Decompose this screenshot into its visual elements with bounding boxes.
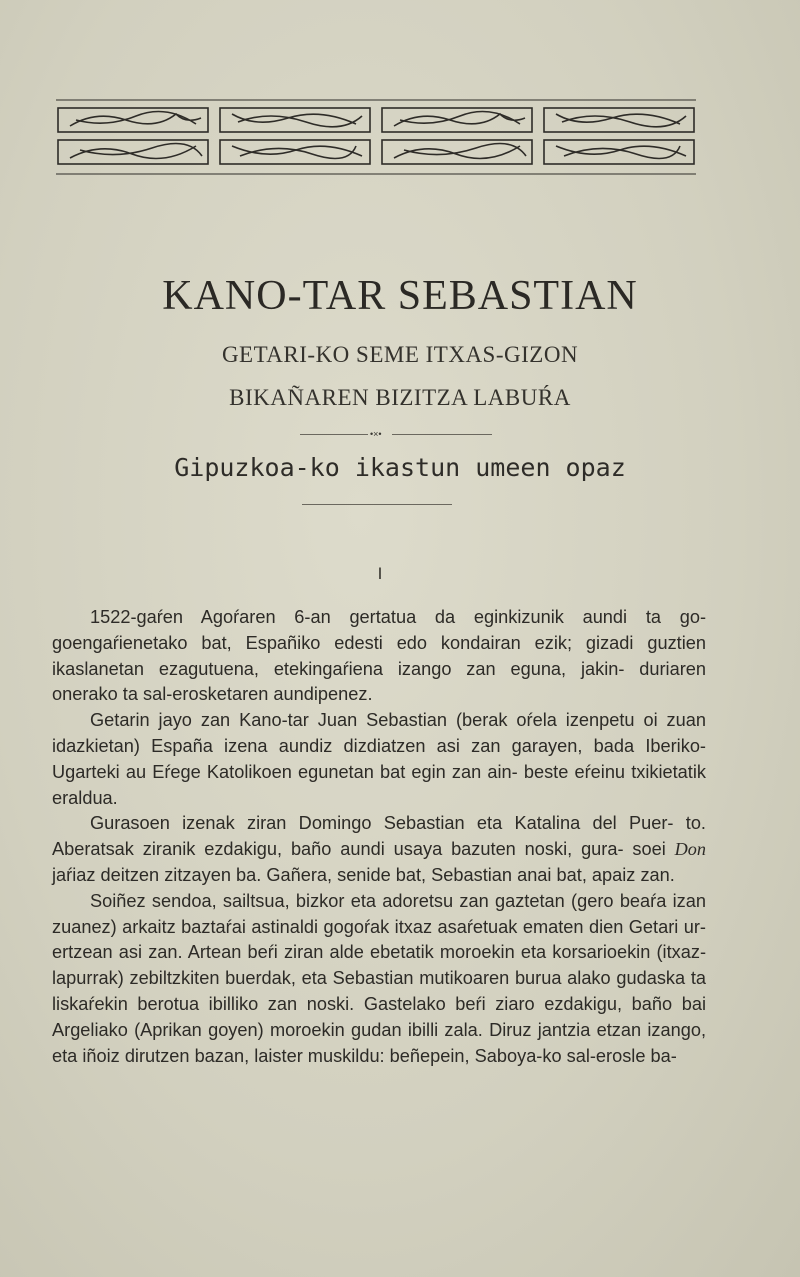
text-line: duriaren onerako ta sal-erosketaren aundipenez.	[52, 658, 706, 705]
ornamental-header-band	[56, 98, 696, 178]
text-line: Sebastian mutikoaren burua alako gudaska ta liskaŕekin berotua ibilliko	[52, 968, 706, 1014]
italic-word: Don	[674, 839, 706, 860]
text-line: zan noski. Gastelako beŕi ziaro ezdakigu, baño bai Argeliako (Aprikan	[52, 993, 706, 1040]
text-line: moroekin eta korsarioekin (itxaz-lapurrak) zebiltzkiten buerdak, eta	[52, 942, 706, 989]
text-line: goengaŕienetako bat, Españiko edesti edo kondairan ezik; gizadi	[52, 632, 634, 653]
paragraph-2	[52, 708, 706, 811]
text-line: Getarin jayo zan Kano-tar Juan Sebastian (berak oŕela izenpetu	[90, 710, 635, 731]
ornament-graphic	[56, 98, 696, 178]
divider-rule-right	[392, 434, 492, 435]
subtitle-line-2: BIKAÑAREN BIZITZA LABUŔA	[229, 385, 571, 410]
text-line: goyen) moroekin gudan ibilli zala. Diruz jantzia etzan izango, eta iñoiz	[52, 1019, 706, 1066]
paragraph-4	[52, 889, 706, 1070]
text-line: beaŕa izan zuanez) arkaitz baztaŕai astinaldi gogoŕak itxaz asaŕetuak	[52, 890, 706, 937]
text-line: ematen dien Getari ur-ertzean asi zan. Artean beŕi ziran alde ebetatik	[52, 916, 706, 963]
subtitle-line-1: GETARI-KO SEME ITXAS-GIZON	[221, 342, 579, 367]
paragraph-3	[52, 811, 706, 888]
text-line: bat, apaiz zan.	[556, 864, 675, 885]
body-text	[52, 605, 706, 1069]
text-line: Soiñez sendoa, sailtsua, bizkor eta adoretsu zan gaztetan (gero	[90, 890, 614, 911]
text-line: Gurasoen izenak ziran Domingo Sebastian eta Katalina del Puer-	[90, 813, 674, 834]
text-line: jaŕiaz deitzen zitzayen ba. Gañera, senide bat, Sebastian anai	[52, 864, 552, 885]
book-title: KANO-TAR SEBASTIAN	[162, 273, 638, 319]
section-number: I	[377, 564, 383, 583]
divider-ornament: •×•	[370, 429, 382, 439]
text-line: beste eŕeinu txikietatik eraldua.	[52, 761, 706, 808]
text-line: to. Aberatsak ziranik ezdakigu, baño aundi usaya bazuten noski, gura-	[52, 813, 706, 860]
divider-rule-short	[302, 504, 452, 505]
text-line: 1522-gaŕen Agoŕaren 6-an gertatua da eginkizunik aundi ta go-	[90, 607, 706, 627]
dedication-line: Gipuzkoa-ko ikastun umeen opaz	[174, 453, 626, 482]
text-line: bada Iberiko-Ugarteki au Eŕege Katolikoen egunetan bat egin zan ain-	[52, 735, 706, 782]
paragraph-1	[52, 605, 706, 708]
text-line: dirutzen bazan, laister muskildu: beñepein, Saboya-ko sal-erosle ba-	[124, 1045, 677, 1066]
text-line: guztien ikaslanetan ezagutuena, etekingaŕiena izango zan eguna, jakin-	[52, 632, 706, 679]
text-line: soei	[632, 839, 675, 860]
text-line: oi zuan idazkietan) España izena aundiz dizdiatzen asi zan garayen,	[52, 710, 706, 756]
divider-rule-left	[300, 434, 368, 435]
